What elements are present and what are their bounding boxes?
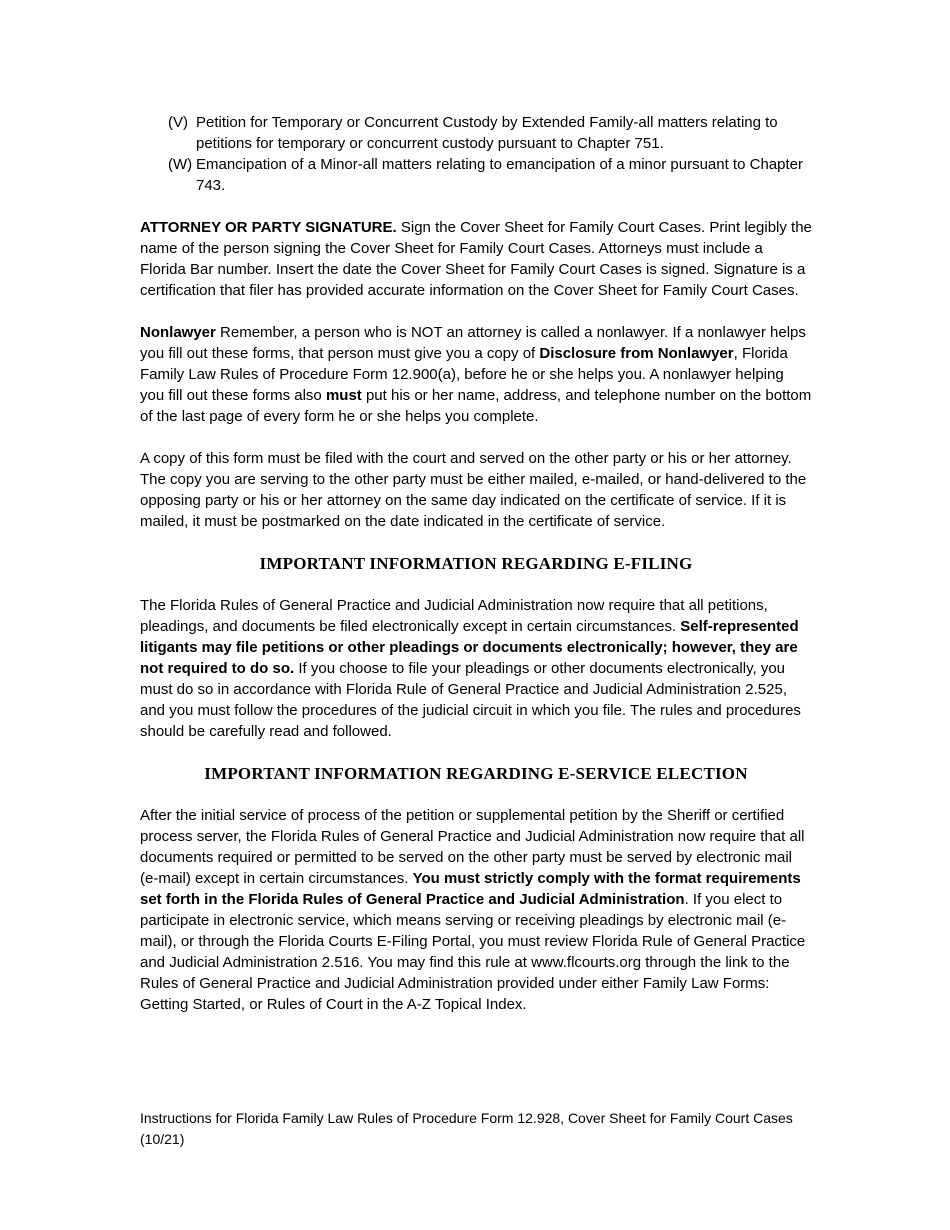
footer-text: Instructions for Florida Family Law Rules of Procedure Form 12.928, Cover Sheet for Family Court Cases (10/21) — [140, 1110, 793, 1147]
list-item — [140, 112, 812, 154]
nonlawyer-text-2: , Florida Family Law Rules of Procedure Form 12.900(a), before he or she helps you. A nonlawyer helping you fill out these forms also — [140, 345, 788, 404]
list-item-label: (V) — [168, 114, 188, 131]
eservice-heading: IMPORTANT INFORMATION REGARDING E-SERVICE ELECTION — [204, 764, 748, 783]
efiling-text-1: The Florida Rules of General Practice and Judicial Administration now require that all petitions, pleadings, and documents be filed electronically except in certain circumstances. — [140, 597, 768, 635]
efiling-text-2: If you choose to file your pleadings or other documents electronically, you must do so in accordance with Florida Rule of General Practice and Judicial Administration 2.525, and you must follow the procedures of the judicial circuit in which you file. The rules and procedures should be carefully read and followed. — [140, 660, 801, 740]
eservice-paragraph — [140, 805, 812, 1015]
nonlawyer-disclosure-form: Disclosure from Nonlawyer — [539, 345, 734, 362]
eservice-text-2: . If you elect to participate in electronic service, which means serving or receiving pleadings by electronic mail (e-mail), or through the Florida Courts E-Filing Portal, you must review Florida Rule of General Practice and Judicial Administration 2.516. You may find this rule at www.flcourts.org through the link to the Rules of General Practice and Judicial Administration provided under either Family Law Forms: Getting Started, or Rules of Court in the A-Z Topical Index. — [140, 891, 806, 1013]
list-item-text: Emancipation of a Minor-all matters relating to emancipation of a minor pursuant to Chapter 743. — [196, 156, 803, 194]
list-item-text: Petition for Temporary or Concurrent Custody by Extended Family-all matters relating to petitions for temporary or concurrent custody pursuant to Chapter 751. — [196, 114, 778, 152]
signature-text: Sign the Cover Sheet for Family Court Cases. Print legibly the name of the person signing the Cover Sheet for Family Court Cases. Attorneys must include a Florida Bar number. Insert the date the Cover Sheet for Family Court Cases is signed. Signature is a certification that filer has provided accurate information on the Cover Sheet for Family Court Cases. — [140, 219, 812, 299]
page-footer — [140, 1108, 812, 1150]
efiling-heading: IMPORTANT INFORMATION REGARDING E-FILING — [259, 554, 693, 573]
signature-paragraph — [140, 217, 812, 301]
document-body — [140, 112, 812, 1015]
efiling-paragraph — [140, 595, 812, 742]
efiling-bold: Self-represented litigants may file petitions or other pleadings or documents electronically; however, they are not required to do so. — [140, 618, 799, 677]
eservice-bold: You must strictly comply with the format requirements set forth in the Florida Rules of General Practice and Judicial Administration — [140, 870, 801, 908]
copy-paragraph: A copy of this form must be filed with the court and served on the other party or his or her attorney. The copy you are serving to the other party must be either mailed, e-mailed, or hand-delivered to the opposing party or his or her attorney on the same day indicated on the certificate of service. If it is mailed, it must be postmarked on the date indicated in the certificate of service. — [140, 450, 807, 530]
nonlawyer-text-1: Remember, a person who is NOT an attorney is called a nonlawyer. If a nonlawyer helps you fill out these forms, that person must give you a copy of — [140, 324, 806, 362]
nonlawyer-paragraph — [140, 322, 812, 427]
nonlawyer-must: must — [325, 387, 362, 404]
list-item — [140, 154, 812, 196]
nonlawyer-text-3: put his or her name, address, and telephone number on the bottom of the last page of every form he or she helps you complete. — [140, 387, 812, 425]
nonlawyer-heading: Nonlawyer — [140, 324, 216, 341]
eservice-text-1: After the initial service of process of the petition or supplemental petition by the Sheriff or certified process server, the Florida Rules of General Practice and Judicial Administration now require that all documents required or permitted to be served on the other party must be served by electronic mail (e-mail) except in certain circumstances. — [140, 807, 805, 887]
list-item-label: (W) — [168, 156, 193, 173]
signature-heading: ATTORNEY OR PARTY SIGNATURE. — [140, 219, 397, 236]
